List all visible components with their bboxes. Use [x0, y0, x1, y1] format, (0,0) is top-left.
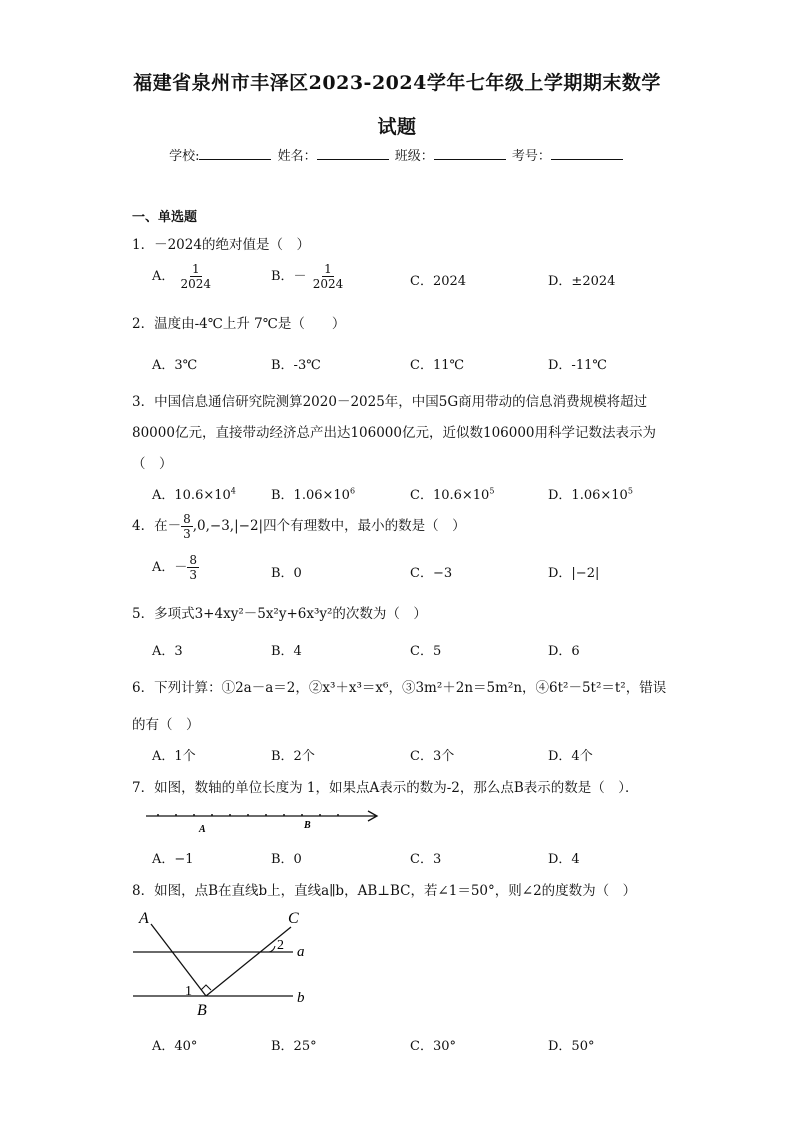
- name-field[interactable]: [317, 147, 389, 160]
- q8-stem: 8．如图，点B在直线b上，直线a∥b，AB⊥BC，若∠1＝50°，则∠2的度数为（ ）: [132, 883, 637, 899]
- q2-option-b: B．-3℃: [271, 358, 321, 373]
- q3-a-exp: 4: [230, 486, 236, 496]
- q6-line1: 6．下列计算：①2a－a＝2，②x³＋x³＝x⁶，③3m²＋2n＝5m²n，④6t²－5t²＝t²，错误: [132, 680, 667, 696]
- q3-option-a: [152, 484, 236, 503]
- q8-option-a: A．40°: [152, 1039, 198, 1054]
- angle-1-label: 1: [185, 984, 192, 999]
- q8-option-d: D．50°: [548, 1039, 595, 1054]
- q4-option-a: [152, 553, 199, 582]
- point-a-label: A: [139, 910, 149, 927]
- q1-a-fraction: [179, 262, 214, 291]
- point-c-label: C: [288, 910, 299, 927]
- q4-stem: [132, 512, 466, 541]
- q7-option-b: B．0: [271, 852, 302, 867]
- q2-option-a: A．3℃: [152, 358, 198, 373]
- q1-a-den: 2024: [180, 277, 212, 291]
- right-angle-mark: [201, 985, 211, 990]
- q3-option-c: [410, 484, 494, 503]
- q5-option-c: C．5: [410, 644, 442, 659]
- q1-option-c: C．2024: [410, 274, 467, 289]
- q7-option-d: D．4: [548, 852, 580, 867]
- q1-option-a: [152, 262, 213, 291]
- q3-b-exp: 6: [349, 486, 356, 496]
- parallel-lines-figure: [125, 902, 325, 1026]
- q1-b-letter: B．－: [271, 269, 307, 284]
- q5-stem: 5．多项式3+4xy²－5x²y+6x³y²的次数为（ ）: [132, 606, 427, 622]
- angle-2-arc: [269, 946, 275, 952]
- q3-c-exp: 5: [489, 486, 495, 496]
- q3-line3: （ ）: [132, 456, 173, 472]
- q5-option-b: B．4: [271, 644, 302, 659]
- q4-num: 8: [183, 512, 191, 526]
- q5-option-d: D．6: [548, 644, 580, 659]
- name-label: 姓名：: [277, 149, 317, 164]
- q2-option-d: D．-11℃: [548, 358, 607, 373]
- q6-option-b: B．2个: [271, 749, 315, 764]
- doc-title-line1: 福建省泉州市丰泽区2023-2024学年七年级上学期期末数学: [133, 72, 661, 94]
- q4-a-den: 3: [189, 568, 198, 582]
- q6-option-a: A．1个: [152, 749, 196, 764]
- q4-a-fraction: [187, 553, 199, 582]
- q7-stem: 7．如图，数轴的单位长度为 1，如果点A表示的数为-2，那么点B表示的数是（ ）．: [132, 780, 639, 796]
- q2-option-c: C．11℃: [410, 358, 465, 373]
- q3-line1: 3．中国信息通信研究院测算2020－2025年，中国5G商用带动的信息消费规模将超过: [132, 394, 648, 410]
- q7-option-a: A．−1: [152, 852, 194, 867]
- exam-no-field[interactable]: [551, 147, 623, 160]
- q3-d-exp: 5: [627, 486, 633, 496]
- line-a-label: a: [297, 944, 305, 960]
- q6-option-c: C．3个: [410, 749, 455, 764]
- q2-stem: 2．温度由-4℃上升 7℃是（ ）: [132, 316, 346, 332]
- student-info-row: [0, 145, 794, 164]
- segment-ab: [151, 924, 206, 996]
- q1-b-den: 2024: [312, 277, 344, 291]
- doc-title-line2: 试题: [377, 116, 417, 138]
- q6-line2: 的有（ ）: [132, 717, 200, 733]
- point-b-label: B: [197, 1002, 207, 1019]
- q4-stem-post: ,0,−3,|−2|四个有理数中，最小的数是（ ）: [192, 518, 466, 534]
- q4-option-b: B．0: [271, 566, 302, 581]
- exam-no-label: 考号：: [511, 149, 551, 164]
- q6-option-d: D．4个: [548, 749, 593, 764]
- point-a-label: A: [199, 824, 206, 835]
- q8-option-b: B．25°: [271, 1039, 317, 1054]
- q3-b-text: B．1.06×10: [271, 488, 350, 503]
- q1-stem: 1．－2024的绝对值是（ ）: [132, 237, 310, 253]
- q1-a-letter: A．: [152, 269, 175, 284]
- q3-d-text: D．1.06×10: [548, 488, 628, 503]
- school-label: 学校:: [169, 149, 200, 164]
- q7-option-c: C．3: [410, 852, 442, 867]
- q4-a-num: 8: [189, 553, 198, 567]
- q3-option-b: [271, 484, 355, 503]
- q4-a-letter: A．－: [152, 560, 188, 575]
- q5-option-a: A．3: [152, 644, 183, 659]
- q3-line2: 80000亿元，直接带动经济总产出达106000亿元，近似数106000用科学记数法表示为: [132, 425, 657, 441]
- line-b-label: b: [297, 990, 305, 1006]
- class-label: 班级：: [394, 149, 434, 164]
- q4-den: 3: [183, 527, 191, 541]
- q4-stem-pre: 4．在－: [132, 518, 182, 534]
- q1-option-b: [271, 262, 345, 291]
- q8-option-c: C．30°: [410, 1039, 456, 1054]
- q3-c-text: C．10.6×10: [410, 488, 490, 503]
- angle-2-label: 2: [277, 938, 284, 953]
- q3-a-text: A．10.6×10: [152, 488, 231, 503]
- q3-option-d: [548, 484, 633, 503]
- number-line-figure: [140, 804, 390, 838]
- section-heading: 一、单选题: [132, 210, 198, 225]
- school-field[interactable]: [199, 147, 271, 160]
- q1-b-fraction: [311, 262, 346, 291]
- q4-stem-fraction: [181, 512, 193, 541]
- q1-a-num: 1: [191, 262, 200, 276]
- q1-b-num: 1: [324, 262, 332, 276]
- q4-option-d: D．|−2|: [548, 566, 600, 581]
- q1-option-d: D．±2024: [548, 274, 616, 289]
- q4-option-c: C．−3: [410, 566, 453, 581]
- class-field[interactable]: [434, 147, 506, 160]
- point-b-label: B: [304, 820, 311, 831]
